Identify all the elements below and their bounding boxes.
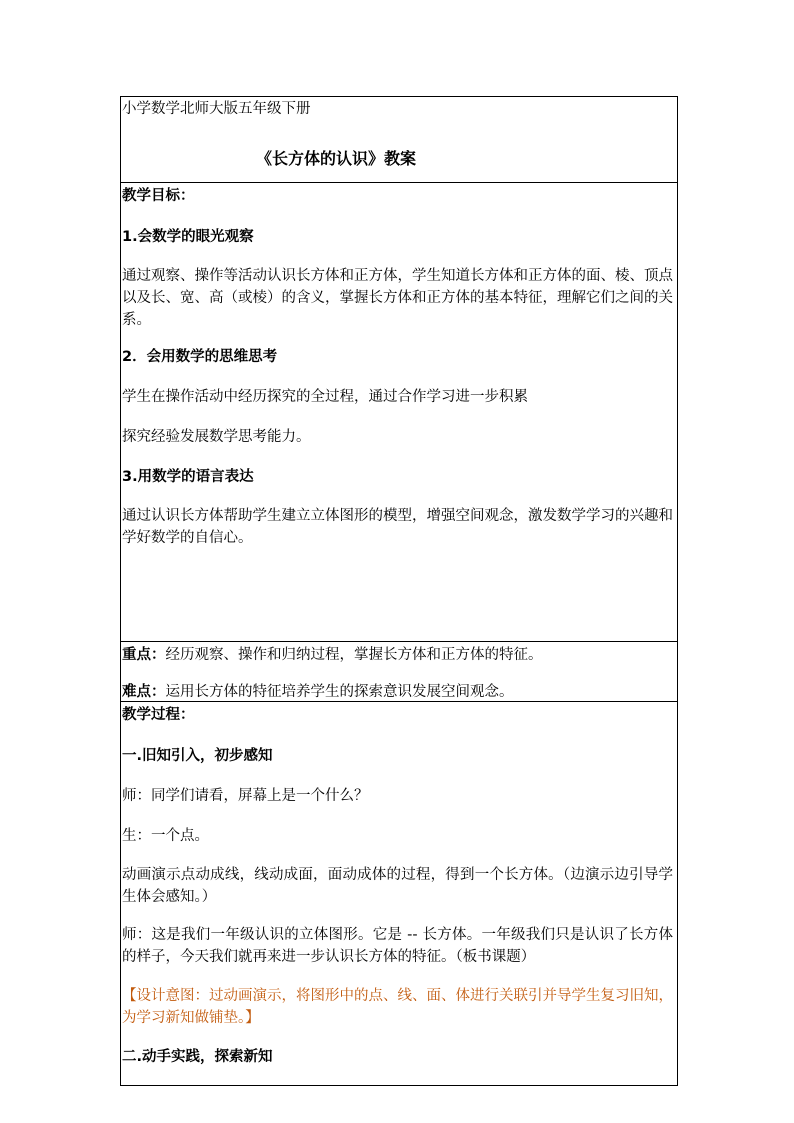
goal-2-heading: 2．会用数学的思维思考 [122,349,278,365]
section-1-heading: 一.旧知引入，初步感知 [122,748,273,764]
goal-2-text-continued: 探究经验发展数学思考能力。 [122,429,311,445]
difficult-label: 难点： [122,684,166,700]
difficult-point [122,681,673,703]
important-point [122,644,673,666]
goal-3-heading: 3.用数学的语言表达 [122,469,254,485]
goal-3-text: 通过认识长方体帮助学生建立立体图形的模型，增强空间观念，激发数学学习的兴趣和学好数学的自信心。 [122,508,673,546]
course-name: 小学数学北师大版五年级下册 [122,101,311,117]
lesson-plan-table [120,96,678,1086]
header-cell [121,97,677,183]
key-points-cell [121,642,677,702]
difficult-text: 运用长方体的特征培养学生的探索意识发展空间观念。 [165,684,514,700]
teacher-line-2: 师：这是我们一年级认识的立体图形。它是 -- 长方体。一年级我们只是认识了长方体的样子，今天我们就再来进一步认识长方体的特征。（板书课题） [122,927,673,965]
goals-heading: 教学目标： [122,188,195,204]
goal-2-text: 学生在操作活动中经历探究的全过程，通过合作学习进一步积累 [122,389,528,405]
design-intent-note: 【设计意图：过动画演示，将图形中的点、线、面、体进行关联引并导学生复习旧知，为学习新知做铺垫。】 [122,988,673,1026]
teaching-goals-cell [121,183,677,642]
important-label: 重点： [122,647,166,663]
goal-1-text: 通过观察、操作等活动认识长方体和正方体，学生知道长方体和正方体的面、棱、顶点以及长、宽、高（或棱）的含义，掌握长方体和正方体的基本特征，理解它们之间的关系。 [122,268,673,328]
goal-1-heading: 1.会数学的眼光观察 [122,229,254,245]
lesson-title: 《长方体的认识》教案 [256,149,417,168]
process-heading: 教学过程： [122,707,195,723]
teaching-process-cell [121,702,677,1085]
student-line-1: 生：一个点。 [122,828,209,844]
important-text: 经历观察、操作和归纳过程，掌握长方体和正方体的特征。 [165,647,543,663]
animation-description: 动画演示点动成线，线动成面，面动成体的过程，得到一个长方体。（边演示边引导学生体会感知。） [122,867,673,905]
section-2-heading: 二.动手实践，探索新知 [122,1049,273,1065]
teacher-line-1: 师：同学们请看，屏幕上是一个什么？ [122,788,369,804]
